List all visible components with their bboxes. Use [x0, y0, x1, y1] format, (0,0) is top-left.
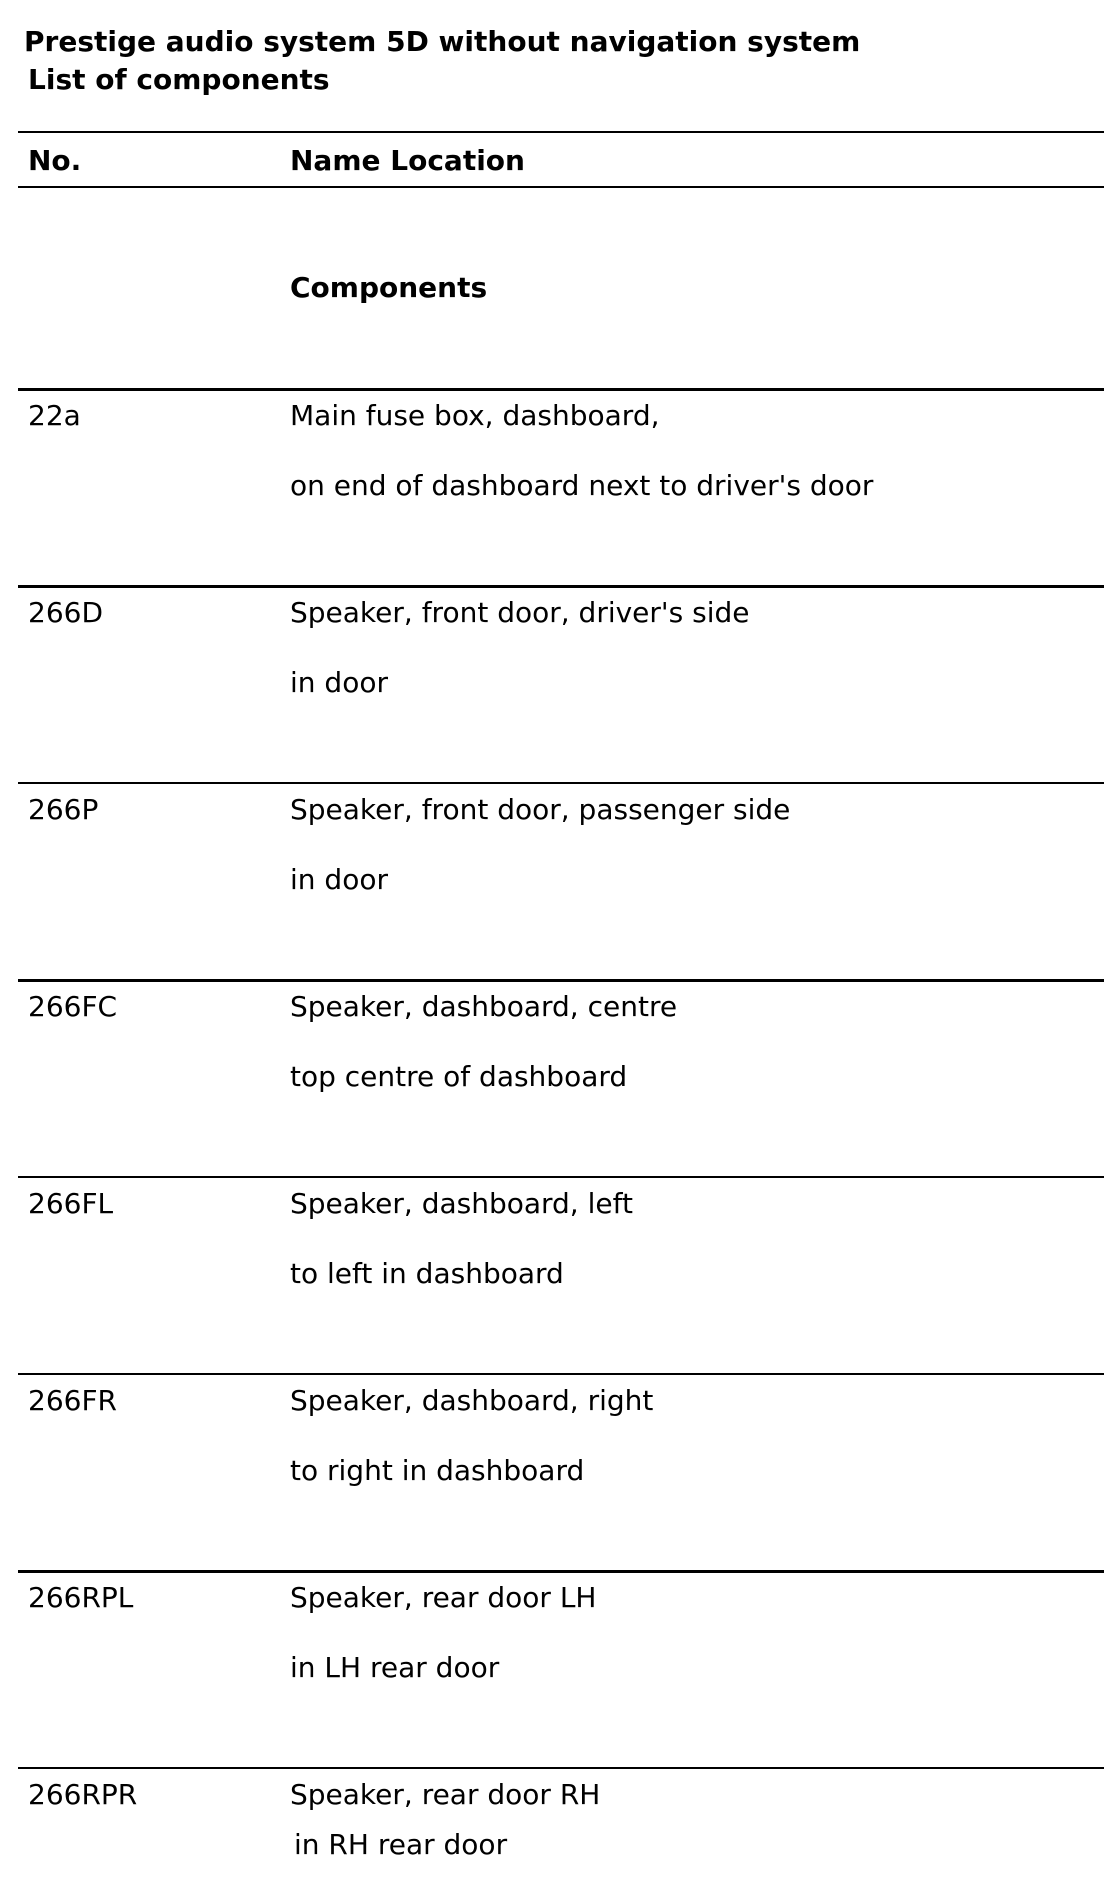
component-name: Speaker, rear door RH [290, 1778, 601, 1811]
component-number: 266D [28, 596, 104, 629]
row-divider [18, 585, 1104, 588]
component-location: in door [290, 666, 388, 699]
row-divider [18, 388, 1104, 391]
row-divider [18, 1373, 1104, 1375]
component-location: to right in dashboard [290, 1454, 585, 1487]
section-label: Components [290, 271, 488, 304]
row-divider [18, 1570, 1104, 1573]
component-number: 266FL [28, 1187, 114, 1220]
table-row [0, 1775, 1120, 1875]
component-location: in LH rear door [290, 1651, 500, 1684]
component-name: Speaker, dashboard, centre [290, 990, 678, 1023]
component-number: 266RPL [28, 1581, 134, 1614]
table-row [0, 987, 1120, 1177]
component-number: 266FC [28, 990, 118, 1023]
component-name: Speaker, front door, driver's side [290, 596, 750, 629]
component-location: on end of dashboard next to driver's door [290, 469, 874, 502]
component-name: Speaker, front door, passenger side [290, 793, 791, 826]
component-name: Speaker, dashboard, right [290, 1384, 654, 1417]
component-location: top centre of dashboard [290, 1060, 628, 1093]
table-row [0, 1381, 1120, 1571]
table-top-rule [18, 131, 1104, 133]
component-location: to left in dashboard [290, 1257, 564, 1290]
table-row [0, 593, 1120, 783]
document-title: Prestige audio system 5D without navigation system [24, 25, 861, 58]
table-row [0, 396, 1120, 586]
component-name: Main fuse box, dashboard, [290, 399, 660, 432]
table-row [0, 1578, 1120, 1768]
column-header-name-location: Name Location [290, 144, 525, 177]
table-row [0, 1184, 1120, 1374]
row-divider [18, 1767, 1104, 1769]
header-bottom-rule [18, 186, 1104, 188]
component-name: Speaker, rear door LH [290, 1581, 597, 1614]
row-divider [18, 782, 1104, 784]
table-row [0, 790, 1120, 980]
component-number: 266FR [28, 1384, 118, 1417]
component-location: in RH rear door [294, 1828, 508, 1861]
column-header-no: No. [28, 144, 82, 177]
row-divider [18, 979, 1104, 982]
document-subtitle: List of components [28, 63, 330, 96]
row-divider [18, 1176, 1104, 1178]
component-number: 266RPR [28, 1778, 138, 1811]
component-number: 266P [28, 793, 99, 826]
component-name: Speaker, dashboard, left [290, 1187, 633, 1220]
component-number: 22a [28, 399, 81, 432]
component-location: in door [290, 863, 388, 896]
